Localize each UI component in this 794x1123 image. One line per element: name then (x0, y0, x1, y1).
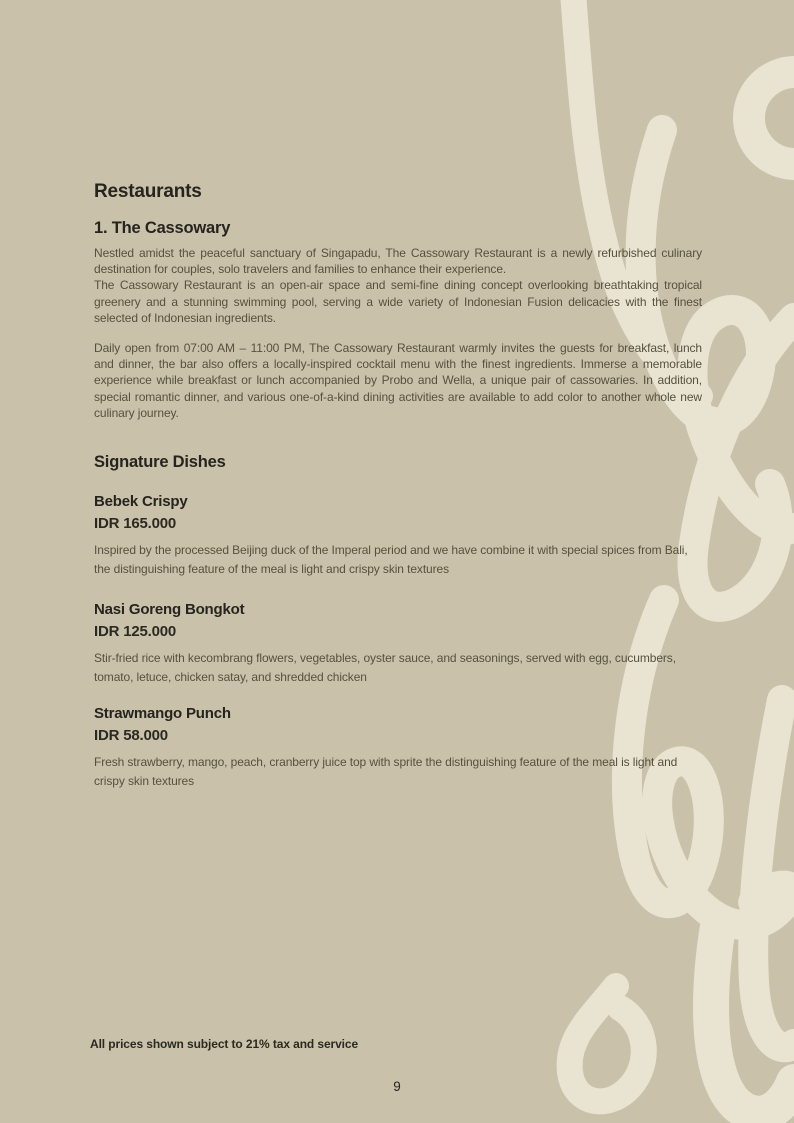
dish-price: IDR 165.000 (94, 515, 177, 532)
restaurant-description-paragraph: Nestled amidst the peaceful sanctuary of Singapadu, The Cassowary Restaurant is a newly refurbished culinary destination for couples, solo travelers and families to enhance their experience. (94, 246, 702, 277)
restaurant-heading: 1. The Cassowary (94, 219, 231, 237)
dish-item-nasi-goreng-bongkot (94, 601, 702, 687)
dish-item-bebek-crispy (94, 493, 702, 579)
dish-name: Bebek Crispy (94, 493, 188, 510)
dish-price: IDR 125.000 (94, 623, 177, 640)
restaurant-description-block-1 (94, 245, 702, 326)
dish-description: Stir-fried rice with kecombrang flowers, vegetables, oyster sauce, and seasonings, served with egg, cucumbers, tomato, letuce, chicken satay, and shredded chicken (94, 651, 676, 684)
tax-service-note: All prices shown subject to 21% tax and service (90, 1037, 359, 1051)
dish-description: Fresh strawberry, mango, peach, cranberry juice top with sprite the distinguishing feature of the meal is light and crispy skin textures (94, 755, 678, 788)
dish-description: Inspired by the processed Beijing duck of the Imperal period and we have combine it with special spices from Bali, the distinguishing feature of the meal is light and crispy skin textures (94, 543, 688, 576)
page-title: Restaurants (94, 181, 202, 202)
page-number: 9 (393, 1079, 401, 1094)
dish-name: Strawmango Punch (94, 705, 231, 722)
restaurant-description-block-2 (94, 340, 702, 421)
signature-dishes-heading: Signature Dishes (94, 453, 226, 471)
dish-item-strawmango-punch (94, 705, 702, 791)
dish-price: IDR 58.000 (94, 727, 168, 744)
restaurant-description-paragraph: Daily open from 07:00 AM – 11:00 PM, The Cassowary Restaurant warmly invites the guests for breakfast, lunch and dinner, the bar also offers a locally-inspired cocktail menu with the finest ingredients. Immerse a memorable experience while breakfast or lunch accompanied by Probo and Wella, a unique pair of cassowaries. In addition, special romantic dinner, and various one-of-a-kind dining activities are available to add color to another whole new culinary journey. (94, 341, 702, 420)
dish-name: Nasi Goreng Bongkot (94, 601, 245, 618)
restaurant-description-paragraph: The Cassowary Restaurant is an open-air space and semi-fine dining concept overlooking breathtaking tropical greenery and a stunning swimming pool, serving a wide variety of Indonesian Fusion delicacies with the finest selected of Indonesian ingredients. (94, 278, 702, 325)
